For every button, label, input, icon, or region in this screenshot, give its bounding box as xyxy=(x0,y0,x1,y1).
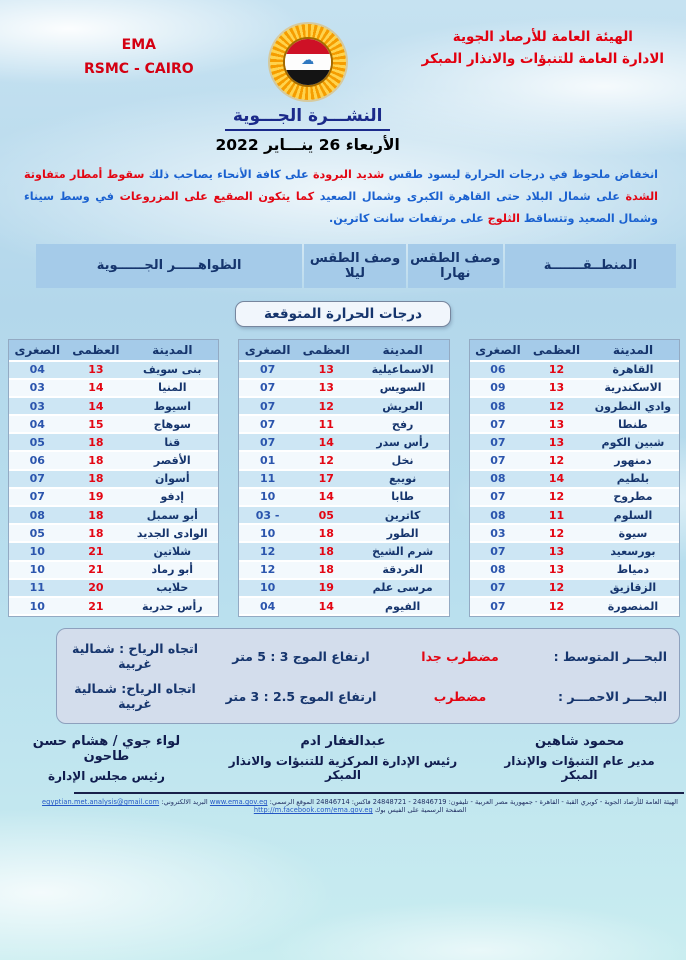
max-temp-cell: 18 xyxy=(66,471,127,489)
max-column-header: العظمى xyxy=(66,340,127,362)
summary-highlight: شديد البرودة xyxy=(312,168,385,181)
city-cell: الزقازيق xyxy=(587,580,679,598)
city-cell: مطروح xyxy=(587,489,679,507)
day-weather-column-header: وصف الطقس نهارا xyxy=(408,244,503,288)
min-temp-cell: 07 xyxy=(470,489,527,507)
max-temp-cell: 12 xyxy=(526,598,587,616)
max-temp-cell: 20 xyxy=(66,580,127,598)
temp-row xyxy=(470,380,679,398)
summary-text: على كافة الأنحاء يصاحب ذلك xyxy=(144,168,313,181)
temp-row xyxy=(239,562,448,580)
city-cell: رأس سدر xyxy=(357,434,449,452)
min-temp-cell: 01 xyxy=(239,452,296,470)
max-temp-cell: 13 xyxy=(66,362,127,380)
city-cell: شبين الكوم xyxy=(587,434,679,452)
city-cell: سيوة xyxy=(587,525,679,543)
city-cell: شلاتين xyxy=(126,543,218,561)
summary-text: في وسط سيناء وشمال الصعيد وتتساقط xyxy=(24,189,658,225)
temp-row xyxy=(470,434,679,452)
signature-board-chairman xyxy=(8,734,205,783)
max-temp-cell: 18 xyxy=(66,507,127,525)
wind-direction: اتجاه الرياح: شمالية غربية xyxy=(74,681,196,712)
bulletin-date: الأربعاء 26 ينـــاير 2022 xyxy=(215,136,400,154)
max-temp-cell: 14 xyxy=(526,471,587,489)
signatory-title: رئيس الإدارة المركزية للتنبؤات والانذار المبكر xyxy=(228,754,458,783)
city-cell: الطور xyxy=(357,525,449,543)
sea-state-box xyxy=(56,628,680,724)
signatory-title: رئيس مجلس الإدارة xyxy=(48,769,165,784)
temp-row xyxy=(470,525,679,543)
max-temp-cell: 13 xyxy=(526,562,587,580)
temp-row xyxy=(470,452,679,470)
max-temp-cell: 12 xyxy=(526,489,587,507)
min-column-header: الصغرى xyxy=(239,340,296,362)
max-temp-cell: 12 xyxy=(526,580,587,598)
city-cell: وادي النطرون xyxy=(587,398,679,416)
org-name-arabic-line2: الادارة العامة للتنبؤات والانذار المبكر xyxy=(421,51,664,68)
summary-highlight: الثلوج xyxy=(487,211,520,225)
min-temp-cell: 08 xyxy=(470,398,527,416)
temp-row xyxy=(470,543,679,561)
contact-link[interactable]: egyptian.met.analysis@gmail.com xyxy=(42,798,160,807)
city-cell: بنى سويف xyxy=(126,362,218,380)
temp-row xyxy=(470,598,679,616)
temp-row xyxy=(9,362,218,380)
signatory-name: لواء جوي / هشام حسن طاحون xyxy=(32,734,181,765)
signatory-name: محمود شاهين xyxy=(534,734,625,750)
city-cell: سوهاج xyxy=(126,416,218,434)
max-temp-cell: 13 xyxy=(526,434,587,452)
org-abbrev: EMA xyxy=(121,37,156,53)
max-temp-cell: 11 xyxy=(526,507,587,525)
page-header xyxy=(0,0,686,154)
min-temp-cell: 07 xyxy=(239,362,296,380)
egypt-flag-globe-icon xyxy=(283,37,333,87)
min-column-header: الصغرى xyxy=(9,340,66,362)
signatory-title: مدير عام التنبؤات والإنذار المبكر xyxy=(504,754,655,783)
temp-row xyxy=(239,452,448,470)
temp-row xyxy=(239,507,448,525)
contact-link[interactable]: http://m.facebook.com/ema.gov.eg xyxy=(253,806,373,815)
min-temp-cell: 07 xyxy=(239,434,296,452)
min-temp-cell: 07 xyxy=(239,398,296,416)
temperature-tables xyxy=(8,339,680,618)
city-cell: بلطيم xyxy=(587,471,679,489)
city-cell: القاهرة xyxy=(587,362,679,380)
sea-state: مضطرب جدا xyxy=(421,648,499,664)
contact-text: الصفحة الرسمية على الفيس بوك xyxy=(372,806,467,815)
temp-table-delta-cities xyxy=(469,339,680,618)
city-cell: مرسى علم xyxy=(357,580,449,598)
temp-row xyxy=(239,543,448,561)
min-temp-cell: 10 xyxy=(239,580,296,598)
temp-row xyxy=(9,543,218,561)
temp-row xyxy=(9,580,218,598)
city-column-header: المدينة xyxy=(126,340,218,362)
max-temp-cell: 19 xyxy=(66,489,127,507)
city-cell: نخل xyxy=(357,452,449,470)
max-temp-cell: 14 xyxy=(296,489,357,507)
contact-info-line xyxy=(40,798,680,814)
min-temp-cell: 08 xyxy=(470,507,527,525)
region-column-header: المنطــقـــــــة xyxy=(505,244,676,288)
temp-row xyxy=(9,525,218,543)
min-temp-cell: 07 xyxy=(9,489,66,507)
city-cell: العريش xyxy=(357,398,449,416)
min-temp-cell: 07 xyxy=(470,416,527,434)
min-temp-cell: 03 xyxy=(9,380,66,398)
red-sea-row xyxy=(69,676,667,716)
summary-text: على مرتفعات سانت كاترين. xyxy=(329,211,488,225)
max-temp-cell: 15 xyxy=(66,416,127,434)
max-temp-cell: 12 xyxy=(526,525,587,543)
temp-row xyxy=(239,380,448,398)
max-column-header: العظمى xyxy=(526,340,587,362)
min-temp-cell: 10 xyxy=(239,489,296,507)
org-name-arabic xyxy=(422,26,664,71)
min-temp-cell: 08 xyxy=(470,562,527,580)
wave-height: ارتفاع الموج 3 : 5 متر xyxy=(232,648,370,664)
mediterranean-sea-row xyxy=(69,636,667,676)
min-temp-cell: 07 xyxy=(470,434,527,452)
max-temp-cell: 18 xyxy=(296,543,357,561)
signature-central-admin-head xyxy=(205,734,481,783)
city-cell: إدفو xyxy=(126,489,218,507)
temp-row xyxy=(9,452,218,470)
min-temp-cell: 10 xyxy=(9,562,66,580)
min-temp-cell: 05 xyxy=(9,525,66,543)
min-temp-cell: 07 xyxy=(470,580,527,598)
temp-row xyxy=(470,471,679,489)
temp-row xyxy=(239,362,448,380)
city-cell: أبو سمبل xyxy=(126,507,218,525)
max-temp-cell: 11 xyxy=(296,416,357,434)
min-temp-cell: 11 xyxy=(9,580,66,598)
max-temp-cell: 14 xyxy=(66,398,127,416)
min-temp-cell: 10 xyxy=(239,525,296,543)
city-cell: قنا xyxy=(126,434,218,452)
forecast-table xyxy=(34,242,678,290)
max-temp-cell: 17 xyxy=(296,471,357,489)
temp-row xyxy=(470,416,679,434)
flag-black-band xyxy=(285,70,331,85)
temp-row xyxy=(239,471,448,489)
city-cell: أبو رماد xyxy=(126,562,218,580)
min-temp-cell: 03 xyxy=(470,525,527,543)
temp-row xyxy=(9,380,218,398)
city-cell: طنطا xyxy=(587,416,679,434)
city-cell: طابا xyxy=(357,489,449,507)
max-column-header: العظمى xyxy=(296,340,357,362)
max-temp-cell: 13 xyxy=(526,416,587,434)
min-temp-cell: 12 xyxy=(239,543,296,561)
contact-link[interactable]: www.ema.gov.eg xyxy=(209,798,268,807)
min-temp-cell: 07 xyxy=(9,471,66,489)
max-temp-cell: 12 xyxy=(296,452,357,470)
temp-row xyxy=(239,489,448,507)
temp-row xyxy=(9,416,218,434)
header-center xyxy=(215,24,399,154)
city-cell: الاسكندرية xyxy=(587,380,679,398)
min-temp-cell: 07 xyxy=(239,380,296,398)
min-temp-cell: 04 xyxy=(9,362,66,380)
min-temp-cell: 03 xyxy=(9,398,66,416)
max-temp-cell: 21 xyxy=(66,598,127,616)
sea-name: البحـــر المتوسط : xyxy=(553,648,667,664)
max-temp-cell: 18 xyxy=(66,525,127,543)
city-cell: اسيوط xyxy=(126,398,218,416)
temp-row xyxy=(9,562,218,580)
city-column-header: المدينة xyxy=(357,340,449,362)
city-cell: الاسماعيلية xyxy=(357,362,449,380)
max-temp-cell: 14 xyxy=(296,434,357,452)
temperature-section xyxy=(0,301,686,327)
summary-text: انخفاض ملحوظ في درجات الحرارة ليسود طقس xyxy=(384,168,659,181)
city-cell: دمياط xyxy=(587,562,679,580)
min-temp-cell: 04 xyxy=(9,416,66,434)
city-cell: بورسعيد xyxy=(587,543,679,561)
max-temp-cell: 13 xyxy=(526,380,587,398)
night-weather-column-header: وصف الطقس ليلا xyxy=(304,244,405,288)
temp-row xyxy=(9,598,218,616)
ema-logo xyxy=(270,24,346,100)
min-temp-cell: - 03 xyxy=(239,507,296,525)
max-temp-cell: 14 xyxy=(296,598,357,616)
temp-table-sinai-redsea-cities xyxy=(238,339,449,618)
contact-text: الهيئة العامة للأرصاد الجوية - كوبري القبة - القاهرة - جمهورية مصر العربية - تليفون: 24846719 - 24848721 فاكس: 24846714 الموقع الرسمي: xyxy=(267,798,678,807)
min-column-header: الصغرى xyxy=(470,340,527,362)
city-cell: الوادى الجديد xyxy=(126,525,218,543)
city-cell: رفح xyxy=(357,416,449,434)
temp-row xyxy=(239,598,448,616)
temp-row xyxy=(470,489,679,507)
max-temp-cell: 13 xyxy=(296,362,357,380)
temp-row xyxy=(9,471,218,489)
signature-forecast-director xyxy=(481,734,678,783)
forecast-header-row xyxy=(36,244,676,288)
city-cell: شرم الشيخ xyxy=(357,543,449,561)
min-temp-cell: 12 xyxy=(239,562,296,580)
temp-row xyxy=(470,362,679,380)
city-cell: نويبع xyxy=(357,471,449,489)
max-temp-cell: 18 xyxy=(296,525,357,543)
city-cell: كاترين xyxy=(357,507,449,525)
org-name-arabic-line1: الهيئة العامة للأرصاد الجوية xyxy=(452,29,633,45)
city-cell: المنيا xyxy=(126,380,218,398)
min-temp-cell: 06 xyxy=(9,452,66,470)
sea-name: البحـــر الاحمـــر : xyxy=(558,688,667,704)
max-temp-cell: 12 xyxy=(526,362,587,380)
summary-highlight: كما يتكون الصقيع على المزروعات xyxy=(119,189,315,203)
org-name-english xyxy=(84,34,194,82)
temp-row xyxy=(239,434,448,452)
city-column-header: المدينة xyxy=(587,340,679,362)
city-cell: أسوان xyxy=(126,471,218,489)
min-temp-cell: 07 xyxy=(470,598,527,616)
temp-row xyxy=(9,507,218,525)
max-temp-cell: 18 xyxy=(296,562,357,580)
min-temp-cell: 07 xyxy=(470,543,527,561)
city-cell: الأقصر xyxy=(126,452,218,470)
summary-text: على شمال البلاد حتى القاهرة الكبرى وشمال الصعيد xyxy=(314,189,626,203)
max-temp-cell: 18 xyxy=(66,452,127,470)
max-temp-cell: 12 xyxy=(526,398,587,416)
temp-table-upper-egypt-cities xyxy=(8,339,219,618)
wind-direction: اتجاه الرياح : شمالية غربية xyxy=(71,641,198,672)
footer-divider xyxy=(74,792,684,794)
max-temp-cell: 13 xyxy=(526,543,587,561)
temp-row xyxy=(239,525,448,543)
temp-row xyxy=(239,580,448,598)
city-cell: دمنهور xyxy=(587,452,679,470)
max-temp-cell: 21 xyxy=(66,562,127,580)
city-cell: حلايب xyxy=(126,580,218,598)
phenomena-column-header: الظواهـــــر الجــــــوية xyxy=(36,244,302,288)
wave-height: ارتفاع الموج 2.5 : 3 متر xyxy=(225,688,377,704)
max-temp-cell: 12 xyxy=(526,452,587,470)
signatures xyxy=(8,734,678,783)
max-temp-cell: 12 xyxy=(296,398,357,416)
cloud-icon: ☁ xyxy=(285,54,331,69)
max-temp-cell: 14 xyxy=(66,380,127,398)
city-cell: المنصورة xyxy=(587,598,679,616)
city-cell: رأس حدربة xyxy=(126,598,218,616)
min-temp-cell: 11 xyxy=(239,471,296,489)
city-cell: الفيوم xyxy=(357,598,449,616)
min-temp-cell: 10 xyxy=(9,598,66,616)
signatory-name: عبدالغفار ادم xyxy=(300,734,386,750)
temp-row xyxy=(239,398,448,416)
min-temp-cell: 09 xyxy=(470,380,527,398)
max-temp-cell: 21 xyxy=(66,543,127,561)
temp-row xyxy=(470,398,679,416)
sea-state: مضطرب xyxy=(433,688,487,704)
contact-text: البريد الالكتروني: xyxy=(159,798,210,807)
max-temp-cell: 18 xyxy=(66,434,127,452)
temp-row xyxy=(470,562,679,580)
temperature-section-title: درجات الحرارة المتوقعة xyxy=(235,301,451,327)
min-temp-cell: 08 xyxy=(9,507,66,525)
min-temp-cell: 10 xyxy=(9,543,66,561)
temp-row xyxy=(470,507,679,525)
temp-row xyxy=(9,489,218,507)
summary-highlight: سقوط أمطار متفاوتة الشدة xyxy=(24,168,658,203)
max-temp-cell: 19 xyxy=(296,580,357,598)
min-temp-cell: 06 xyxy=(470,362,527,380)
min-temp-cell: 07 xyxy=(470,452,527,470)
weather-summary-paragraph xyxy=(24,164,658,230)
min-temp-cell: 07 xyxy=(239,416,296,434)
temp-row xyxy=(470,580,679,598)
min-temp-cell: 04 xyxy=(239,598,296,616)
min-temp-cell: 08 xyxy=(470,471,527,489)
city-cell: الغردقة xyxy=(357,562,449,580)
city-cell: السويس xyxy=(357,380,449,398)
org-rsmc: RSMC - CAIRO xyxy=(84,60,194,77)
temp-row xyxy=(239,416,448,434)
temp-row xyxy=(9,434,218,452)
max-temp-cell: 13 xyxy=(296,380,357,398)
temp-row xyxy=(9,398,218,416)
flag-red-band xyxy=(285,39,331,54)
bulletin-title: النشـــرة الجـــوية xyxy=(225,106,391,131)
max-temp-cell: 05 xyxy=(296,507,357,525)
city-cell: السلوم xyxy=(587,507,679,525)
min-temp-cell: 05 xyxy=(9,434,66,452)
